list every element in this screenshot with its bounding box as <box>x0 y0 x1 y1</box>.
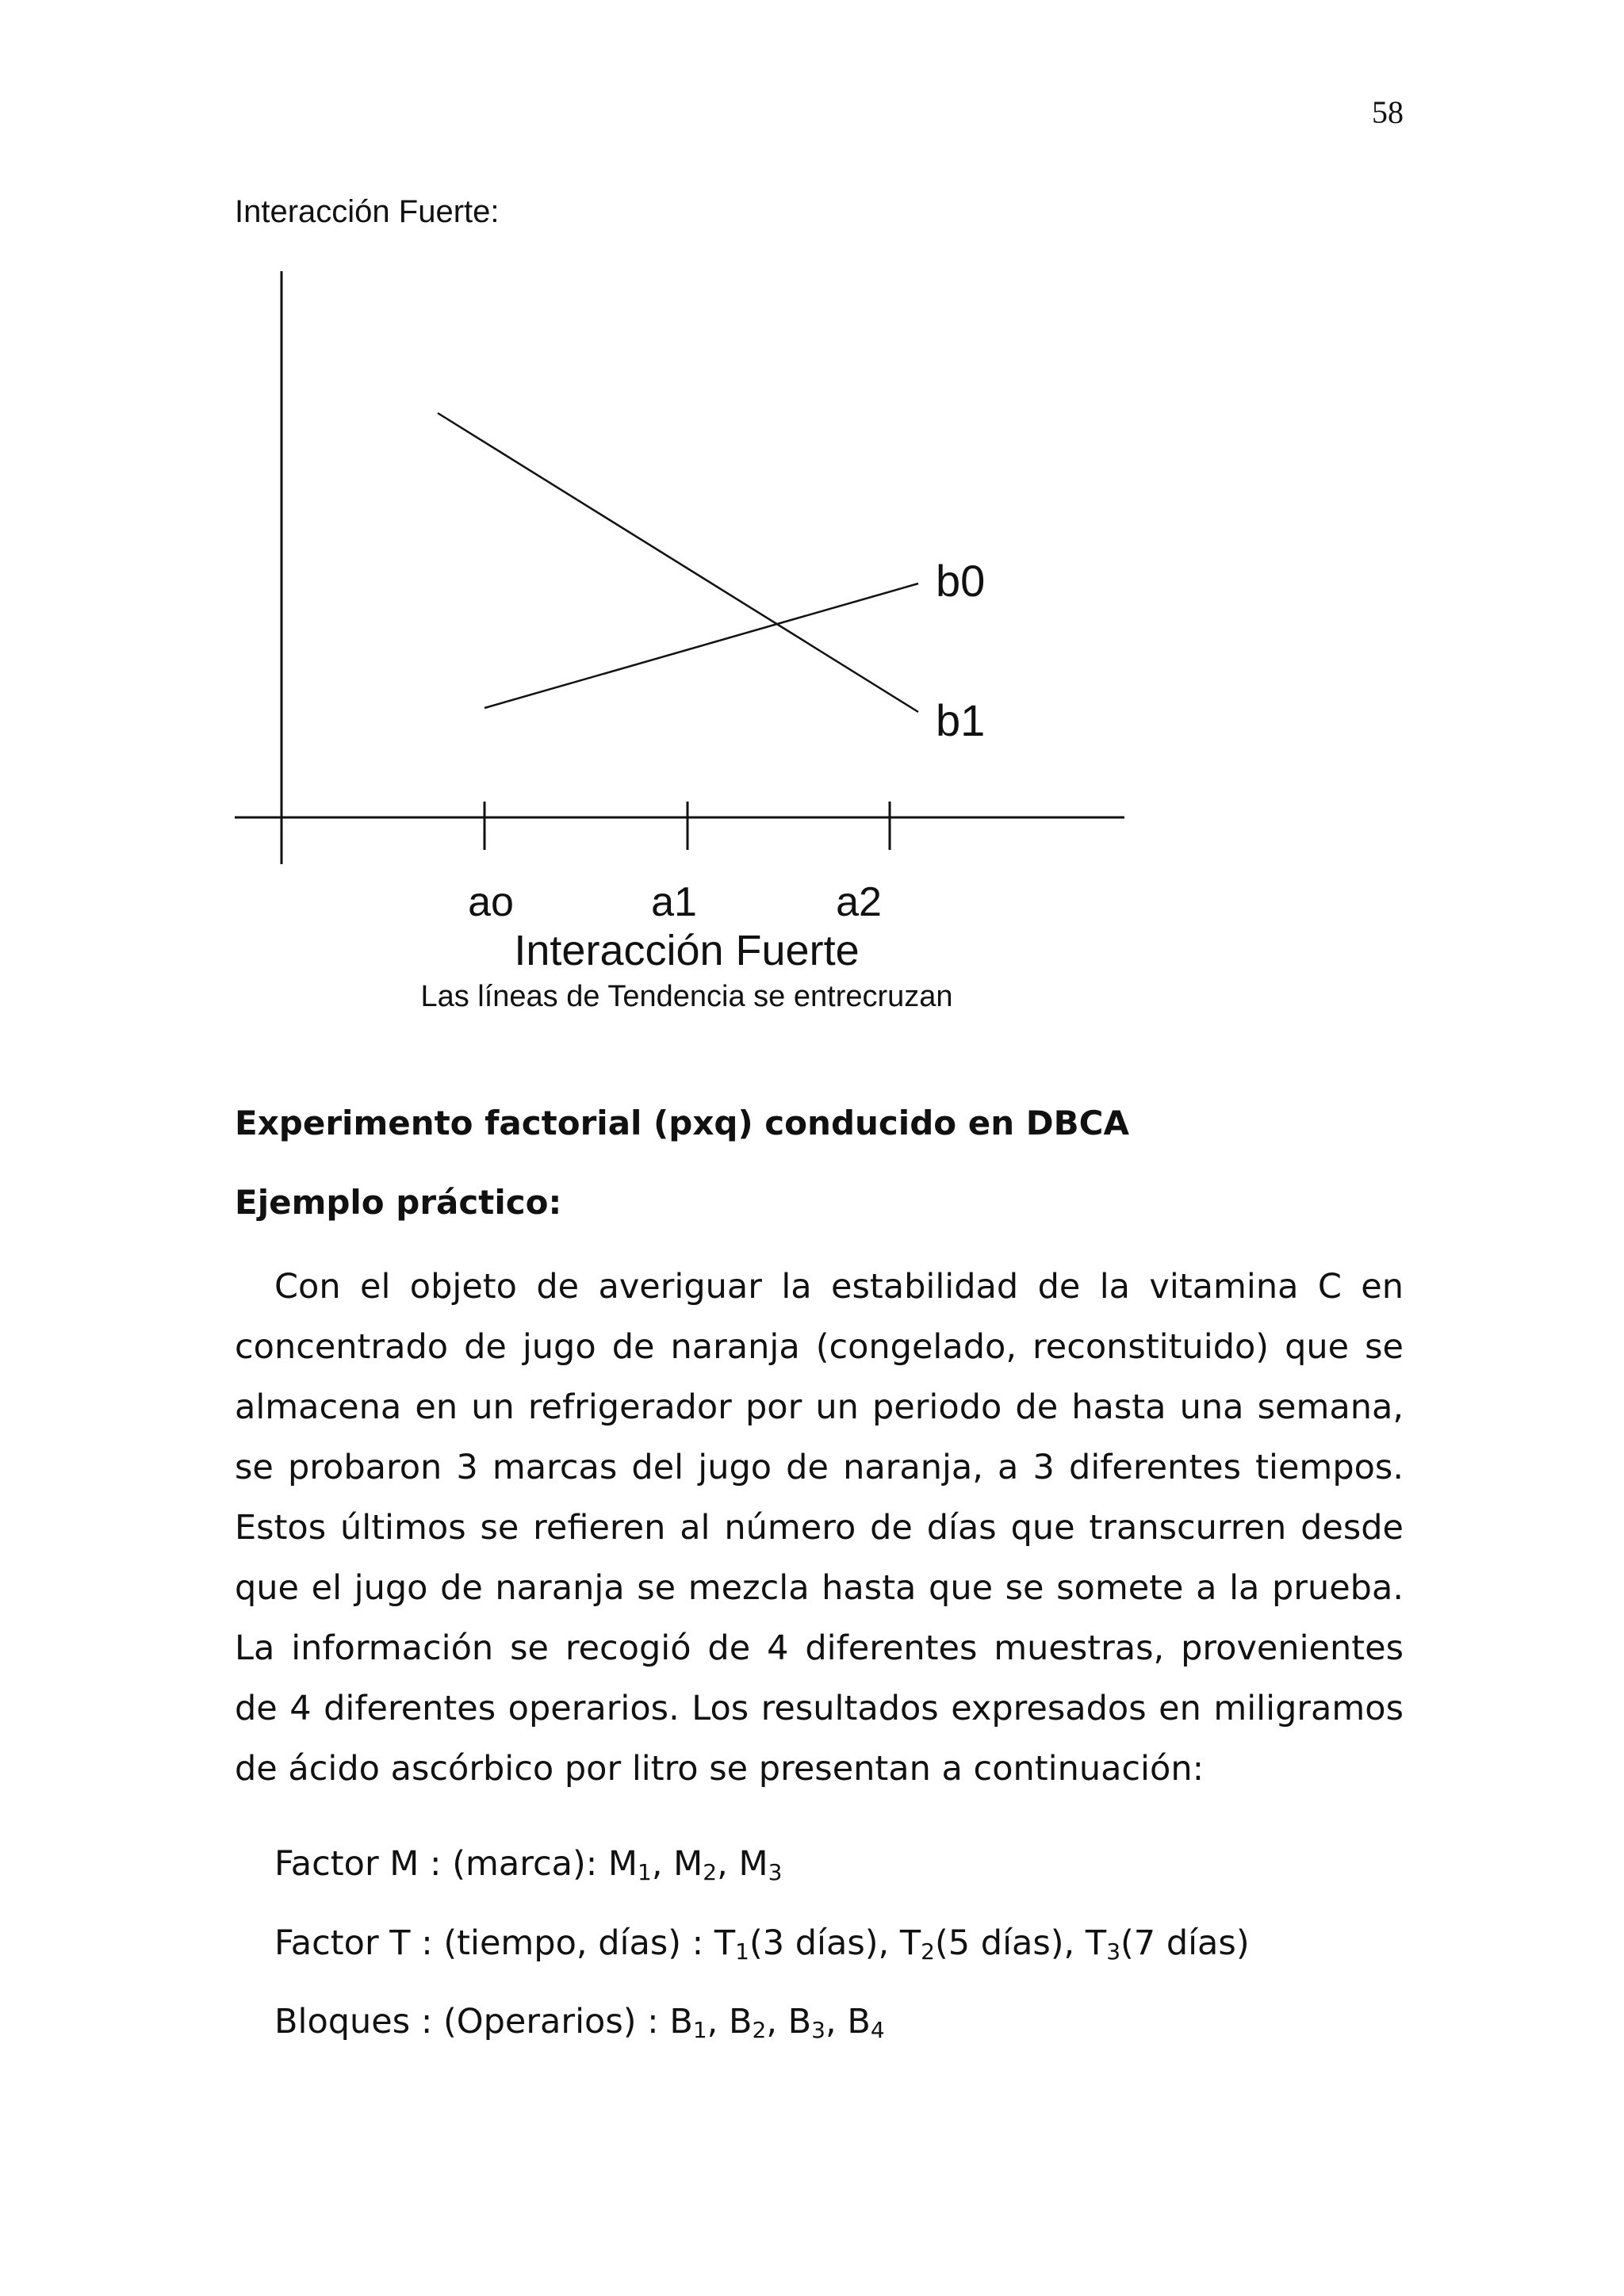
factor-suffix: , <box>717 1844 739 1884</box>
factor-suffix: , <box>651 1844 674 1884</box>
factor-suffix: , <box>707 2002 729 2042</box>
factor-subscript: 3 <box>811 2017 825 2043</box>
factor-suffix: (3 días), <box>749 1923 900 1963</box>
chart-subtitle: Las líneas de Tendencia se entrecruzan <box>420 980 953 1013</box>
factor-subscript: 3 <box>768 1859 783 1885</box>
series-line-b1 <box>438 413 918 712</box>
interaction-chart <box>0 0 1624 1047</box>
factor-t-items <box>714 1923 1250 1963</box>
blocks-prefix: Bloques : (Operarios) : <box>274 2002 670 2042</box>
factor-symbol: B <box>787 2002 812 2042</box>
factor-symbol: B <box>669 2002 693 2042</box>
factor-subscript: 2 <box>921 1938 935 1965</box>
factor-subscript: 2 <box>703 1859 718 1885</box>
factor-m-line <box>274 1844 782 1884</box>
factor-symbol: T <box>714 1923 736 1963</box>
section-label: Interacción Fuerte: <box>235 194 500 229</box>
factor-subscript: 1 <box>735 1938 749 1965</box>
blocks-items <box>669 2002 884 2042</box>
factor-symbol: B <box>847 2002 871 2042</box>
series-label-b1: b1 <box>936 695 986 745</box>
factor-subscript: 4 <box>870 2017 885 2043</box>
factor-suffix: (5 días), <box>934 1923 1086 1963</box>
experiment-heading: Experimento factorial (pxq) conducido en DBCA <box>235 1104 1129 1142</box>
factor-subscript: 3 <box>1106 1938 1121 1965</box>
factor-symbol: T <box>899 1923 921 1963</box>
factor-subscript: 1 <box>638 1859 652 1885</box>
factor-t-prefix: Factor T : (tiempo, días) : <box>274 1923 714 1963</box>
tick-label-ao: ao <box>468 879 514 925</box>
page-number: 58 <box>1372 94 1404 130</box>
factor-suffix: , <box>766 2002 788 2042</box>
factor-symbol: T <box>1085 1923 1107 1963</box>
factor-m-items <box>608 1844 783 1884</box>
factor-subscript: 2 <box>752 2017 767 2043</box>
example-heading: Ejemplo práctico: <box>235 1183 562 1222</box>
factor-subscript: 1 <box>692 2017 707 2043</box>
factor-symbol: M <box>607 1844 638 1884</box>
factor-m-prefix: Factor M : (marca): <box>274 1844 608 1884</box>
tick-label-a1: a1 <box>651 879 697 925</box>
series-line-b0 <box>485 584 918 708</box>
chart-title: Interacción Fuerte <box>514 927 860 974</box>
factor-t-line <box>274 1923 1250 1963</box>
tick-label-a2: a2 <box>836 879 882 925</box>
factor-symbol: M <box>673 1844 703 1884</box>
series-label-b0: b0 <box>936 556 986 606</box>
blocks-line <box>274 2002 885 2042</box>
factor-suffix: , <box>825 2002 848 2042</box>
body-paragraph: Con el objeto de averiguar la estabilidad de la vitamina C en concentrado de jugo de naranja (congelado, reconstituido) que se almacena en un refrigerador por un periodo de hasta una semana, se probaron 3 marcas del jugo de naranja, a 3 diferentes tiempos. Estos últimos se refieren al número de días que transcurren desde que el jugo de naranja se mezcla hasta que se somete a la prueba. La información se recogió de 4 diferentes muestras, provenientes de 4 diferentes operarios. Los resultados expresados en miligramos de ácido ascórbico por litro se presentan a continuación: <box>235 1267 1404 1789</box>
factor-symbol: M <box>738 1844 768 1884</box>
factor-suffix: (7 días) <box>1120 1923 1250 1963</box>
factor-symbol: B <box>729 2002 753 2042</box>
